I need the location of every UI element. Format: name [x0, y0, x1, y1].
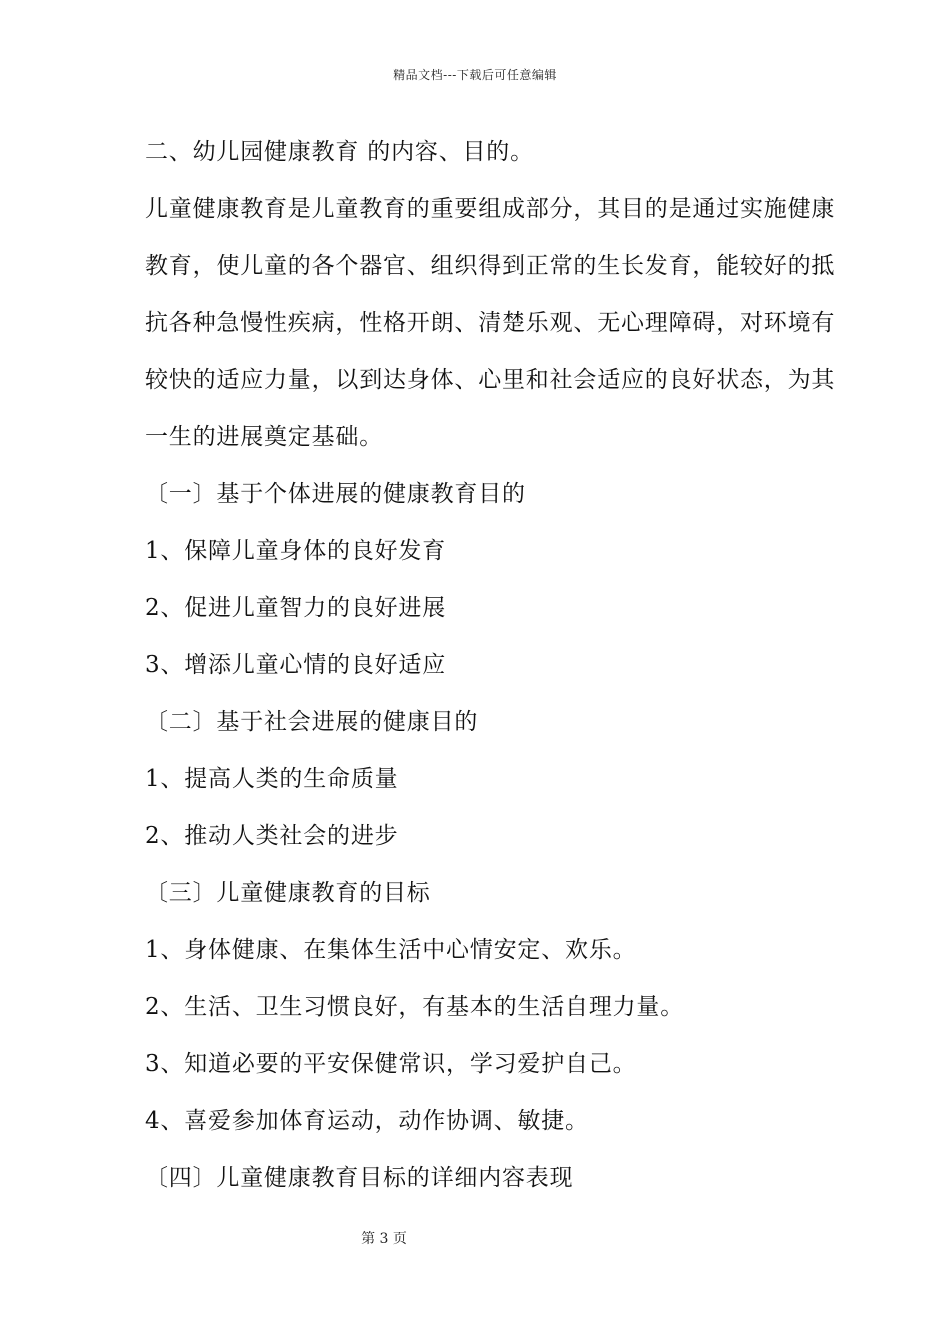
subsection-title-2: 〔二〕基于社会进展的健康目的	[145, 709, 479, 735]
list-item: 4、喜爱参加体育运动，动作协调、敏捷。	[145, 1108, 589, 1134]
intro-line-5: 一生的进展奠定基础。	[145, 424, 383, 450]
list-item: 2、生活、卫生习惯良好，有基本的生活自理力量。	[145, 994, 685, 1020]
subsection-title-4: 〔四〕儿童健康教育目标的详细内容表现	[145, 1165, 574, 1191]
list-item: 2、促进儿童智力的良好进展	[145, 595, 447, 621]
list-item: 1、身体健康、在集体生活中心情安定、欢乐。	[145, 937, 637, 963]
subsection-title-3: 〔三〕儿童健康教育的目标	[145, 880, 431, 906]
page-number: 第 3 页	[361, 1231, 407, 1247]
intro-line-1: 儿童健康教育是儿童教育的重要组成部分，其目的是通过实施健康	[145, 196, 836, 222]
section-heading: 二、幼儿园健康教育 的内容、目的。	[145, 139, 534, 165]
intro-line-4: 较快的适应力量，以到达身体、心里和社会适应的良好状态，为其	[145, 367, 836, 393]
intro-line-2: 教育，使儿童的各个器官、组织得到正常的生长发育，能较好的抵	[145, 253, 836, 279]
list-item: 3、知道必要的平安保健常识，学习爱护自己。	[145, 1051, 637, 1077]
subsection-title-1: 〔一〕基于个体进展的健康教育目的	[145, 481, 526, 507]
list-item: 1、提高人类的生命质量	[145, 766, 399, 792]
list-item: 2、推动人类社会的进步	[145, 823, 399, 849]
list-item: 1、保障儿童身体的良好发育	[145, 538, 447, 564]
page-header: 精品文档---下载后可任意编辑	[393, 68, 557, 82]
intro-line-3: 抗各种急慢性疾病，性格开朗、清楚乐观、无心理障碍，对环境有	[145, 310, 836, 336]
list-item: 3、增添儿童心情的良好适应	[145, 652, 447, 678]
